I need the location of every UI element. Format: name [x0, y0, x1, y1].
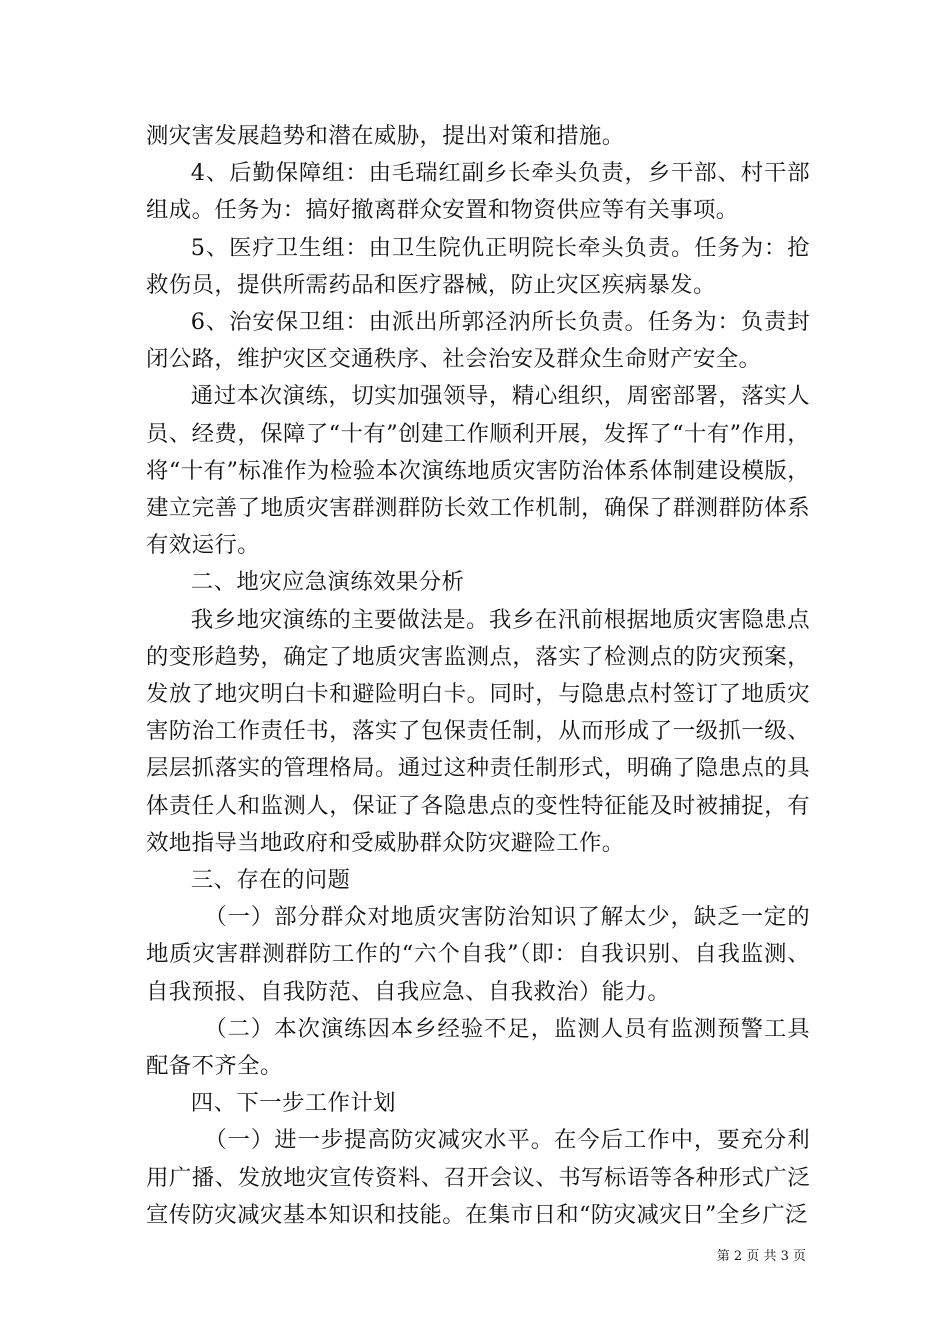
paragraph-next-step-1: （一）进一步提高防灾减灾水平。在今后工作中，要充分利用广播、发放地灾宣传资料、召开会议、书写标语等各种形式广泛宣传防灾减灾基本知识和技能。在集市日和“防灾减灾日”全乡广泛 [146, 1127, 810, 1228]
paragraph-main-practices: 我乡地灾演练的主要做法是。我乡在汛前根据地质灾害隐患点的变形趋势，确定了地质灾害监测点，落实了检测点的防灾预案，发放了地灾明白卡和避险明白卡。同时，与隐患点村签订了地质灾害防治工作责任书，落实了包保责任制，从而形成了一级抓一级、层层抓落实的管理格局。通过这种责任制形式，明确了隐患点的具体责任人和监测人，保证了各隐患点的变性特征能及时被捕捉，有效地指导当地政府和受威胁群众防灾避险工作。 [146, 606, 810, 856]
paragraph-drill-summary: 通过本次演练，切实加强领导，精心组织，周密部署，落实人员、经费，保障了“十有”创建工作顺利开展，发挥了“十有”作用，将“十有”标准作为检验本次演练地质灾害防治体系体制建设模版，建立完善了地质灾害群测群防长效工作机制，确保了群测群防体系有效运行。 [146, 383, 810, 559]
paragraph-problem-1: （一）部分群众对地质灾害防治知识了解太少，缺乏一定的地质灾害群测群防工作的“六个自我”（即：自我识别、自我监测、自我预报、自我防范、自我应急、自我救治）能力。 [146, 904, 810, 1005]
paragraph-logistics-group: 4、后勤保障组：由毛瑞红副乡长牵头负责，乡干部、村干部组成。任务为：搞好撤离群众安置和物资供应等有关事项。 [146, 160, 810, 224]
paragraph-problem-2: （二）本次演练因本乡经验不足，监测人员有监测预警工具配备不齐全。 [146, 1015, 810, 1080]
section-heading-next-steps: 四、下一步工作计划 [190, 1090, 396, 1117]
section-heading-effect-analysis: 二、地灾应急演练效果分析 [190, 569, 465, 596]
paragraph-security-group: 6、治安保卫组：由派出所郭泾汭所长负责。任务为：负责封闭公路，维护灾区交通秩序、社会治安及群众生命财产安全。 [146, 309, 810, 373]
section-heading-problems: 三、存在的问题 [190, 867, 351, 894]
document-body [146, 118, 810, 1234]
page-number-footer: 第 2 页 共 3 页 [716, 1249, 806, 1264]
paragraph-continuation: 测灾害发展趋势和潜在威胁，提出对策和措施。 [146, 123, 625, 149]
paragraph-medical-group: 5、医疗卫生组：由卫生院仇正明院长牵头负责。任务为：抢救伤员，提供所需药品和医疗器械，防止灾区疾病暴发。 [146, 234, 810, 298]
